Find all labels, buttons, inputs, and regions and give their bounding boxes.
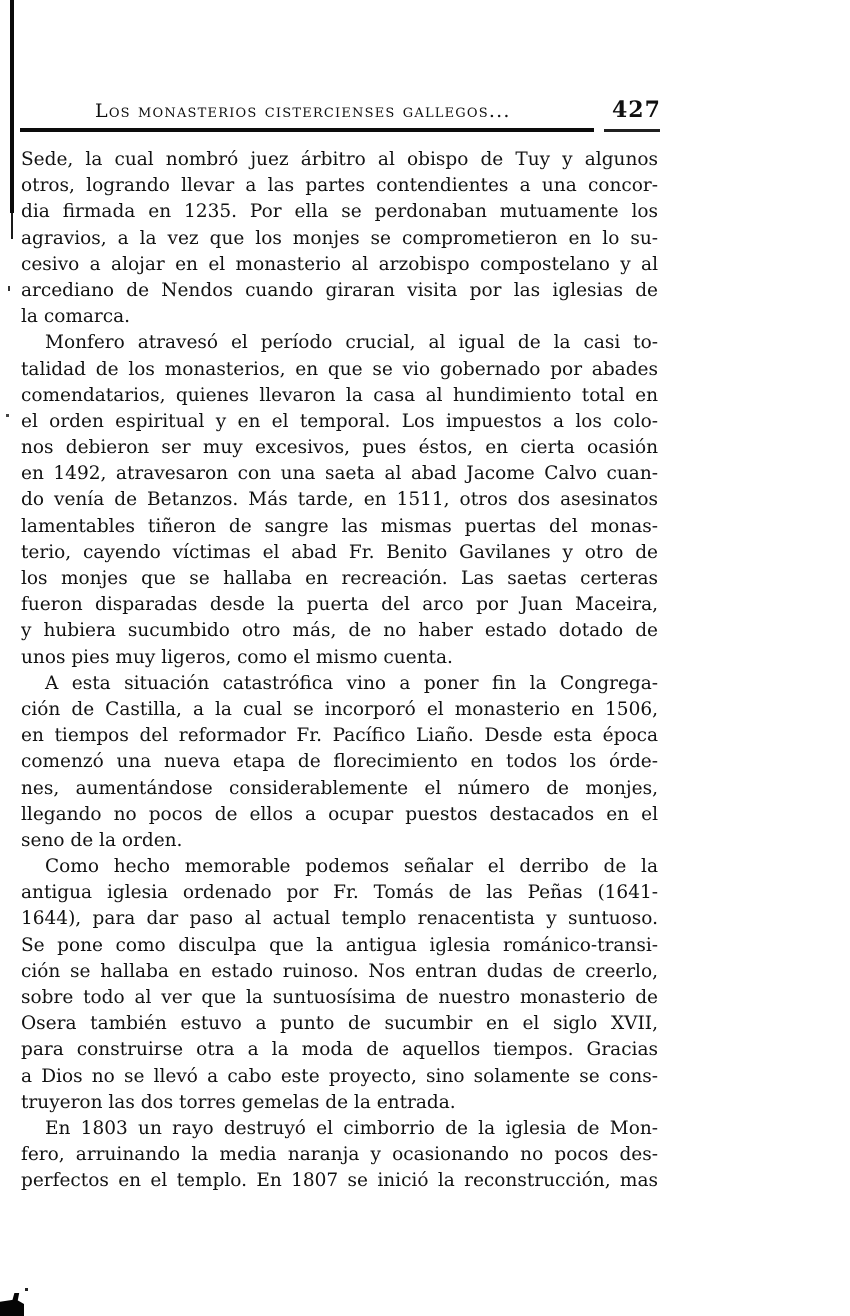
text-line: En 1803 un rayo destruyó el cimborrio de la iglesia de Mon-: [45, 1117, 658, 1139]
text-line: sobre todo al ver que la suntuosísima de nuestro monasterio de: [21, 987, 658, 1008]
text-line: a Dios no se llevó a cabo este proyecto, sino solamente se cons-: [21, 1065, 658, 1087]
text-line: seno de la orden.: [21, 829, 183, 851]
text-line: Monfero atravesó el período crucial, al igual de la casi to-: [45, 332, 658, 354]
text-line: el orden espiritual y en el temporal. Los impuestos a los colo-: [21, 410, 658, 432]
text-line: para construirse otra a la moda de aquellos tiempos. Gracias: [21, 1039, 658, 1061]
text-line: nes, aumentándose considerablemente el número de monjes,: [21, 777, 658, 799]
text-line: Como hecho memorable podemos señalar el derribo de la: [45, 856, 658, 878]
text-line: fero, arruinando la media naranja y ocasionando no pocos des-: [21, 1144, 658, 1166]
text-line: Sede, la cual nombró juez árbitro al obispo de Tuy y algunos: [21, 149, 658, 170]
scan-corner-mark: [0, 1293, 24, 1316]
text-line: fueron disparadas desde la puerta del arco por Juan Maceira,: [21, 594, 658, 616]
header-rule-main: [20, 128, 594, 132]
text-line: comendatarios, quienes llevaron la casa al hundimiento total en: [21, 384, 658, 406]
binding-edge-line: [10, 0, 14, 213]
text-line: los monjes que se hallaba en recreación. Las saetas certeras: [21, 568, 658, 589]
text-line: comenzó una nueva etapa de florecimiento en todos los órde-: [21, 751, 658, 773]
text-line: en 1492, atravesaron con una saeta al abad Jacome Calvo cuan-: [21, 463, 658, 485]
text-line: ción se hallaba en estado ruinoso. Nos entran dudas de creerlo,: [21, 960, 658, 982]
text-line: ción de Castilla, a la cual se incorporó el monasterio en 1506,: [21, 698, 658, 720]
text-line: terio, cayendo víctimas el abad Fr. Benito Gavilanes y otro de: [21, 541, 658, 563]
binding-edge-line-tail: [11, 213, 13, 239]
body-text: [21, 147, 658, 1195]
header-rule-right: [604, 129, 660, 132]
page-number: 427: [612, 97, 661, 123]
text-line: cesivo a alojar en el monasterio al arzobispo compostelano y al: [21, 253, 658, 275]
text-line: otros, logrando llevar a las partes contendientes a una concor-: [21, 175, 658, 197]
text-line: do venía de Betanzos. Más tarde, en 1511, otros dos asesinatos: [21, 489, 658, 511]
text-line: agravios, a la vez que los monjes se comprometieron en lo su-: [21, 227, 658, 249]
text-line: Se pone como disculpa que la antigua iglesia románico-transi-: [21, 934, 658, 956]
text-line: nos debieron ser muy excesivos, pues éstos, en cierta ocasión: [21, 437, 658, 459]
text-line: truyeron las dos torres gemelas de la entrada.: [21, 1091, 456, 1113]
text-line: 1644), para dar paso al actual templo renacentista y suntuoso.: [21, 908, 658, 930]
text-line: antigua iglesia ordenado por Fr. Tomás de las Peñas (1641-: [21, 882, 658, 904]
text-line: en tiempos del reformador Fr. Pacífico Liaño. Desde esta época: [21, 725, 658, 747]
text-line: unos pies muy ligeros, como el mismo cuenta.: [21, 646, 453, 668]
text-line: arcediano de Nendos cuando giraran visita por las iglesias de: [21, 279, 658, 301]
text-line: A esta situación catastrófica vino a poner fin la Congrega-: [45, 672, 658, 694]
text-line: y hubiera sucumbido otro más, de no haber estado dotado de: [21, 620, 658, 642]
text-line: lamentables tiñeron de sangre las mismas puertas del monas-: [21, 515, 658, 537]
text-line: dia firmada en 1235. Por ella se perdonaban mutuamente los: [21, 201, 658, 223]
text-line: Osera también estuvo a punto de sucumbir en el siglo XVII,: [21, 1013, 658, 1035]
text-line: talidad de los monasterios, en que se vio gobernado por abades: [21, 358, 658, 380]
text-line: perfectos en el templo. En 1807 se inició la reconstrucción, mas: [21, 1170, 658, 1192]
text-line: llegando no pocos de ellos a ocupar puestos destacados en el: [21, 803, 658, 825]
scan-speck: [6, 414, 9, 417]
running-title: Los monasterios cistercienses gallegos...: [95, 100, 511, 122]
text-line: la comarca.: [21, 306, 131, 328]
scan-speck: [25, 1288, 28, 1291]
scan-speck: [8, 286, 10, 291]
